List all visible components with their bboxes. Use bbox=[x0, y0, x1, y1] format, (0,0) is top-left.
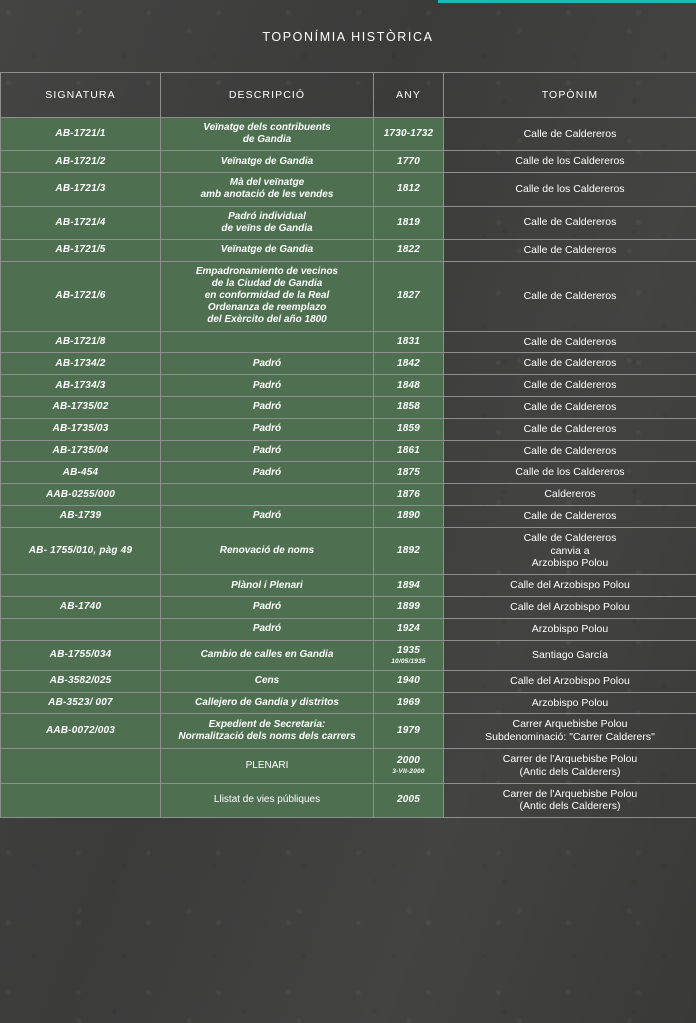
cell-any: 2005 bbox=[374, 783, 444, 818]
cell-signatura: AB- 1755/010, pàg 49 bbox=[1, 527, 161, 574]
table-body bbox=[1, 118, 696, 818]
cell-toponim: Carrer de l'Arquebisbe Polou (Antic dels Calderers) bbox=[444, 748, 696, 783]
cell-descripcio: Veïnatge dels contribuents de Gandia bbox=[161, 118, 374, 151]
cell-any: 1876 bbox=[374, 484, 444, 506]
cell-any: 1979 bbox=[374, 714, 444, 749]
cell-signatura: AB-1721/2 bbox=[1, 151, 161, 173]
cell-toponim: Calle de Caldereros bbox=[444, 375, 696, 397]
cell-signatura: AB-1735/04 bbox=[1, 440, 161, 462]
table-row bbox=[1, 597, 696, 619]
cell-descripcio: Veïnatge de Gandia bbox=[161, 151, 374, 173]
cell-any: 1819 bbox=[374, 206, 444, 239]
cell-descripcio: Cens bbox=[161, 670, 374, 692]
cell-any: 1892 bbox=[374, 527, 444, 574]
table-row bbox=[1, 748, 696, 783]
cell-toponim: Carrer Arquebisbe Polou Subdenominació: "Carrer Calderers" bbox=[444, 714, 696, 749]
table-row bbox=[1, 173, 696, 206]
page-title: TOPONÍMIA HISTÒRICA bbox=[262, 30, 434, 44]
cell-toponim: Arzobispo Polou bbox=[444, 618, 696, 640]
cell-any: 1890 bbox=[374, 506, 444, 528]
cell-signatura bbox=[1, 748, 161, 783]
cell-toponim: Arzobispo Polou bbox=[444, 692, 696, 714]
table-row bbox=[1, 506, 696, 528]
cell-toponim: Calle de Caldereros bbox=[444, 206, 696, 239]
table-row bbox=[1, 353, 696, 375]
table-row bbox=[1, 670, 696, 692]
cell-signatura: AB-454 bbox=[1, 462, 161, 484]
cell-toponim: Calle de Caldereros bbox=[444, 440, 696, 462]
cell-any: 1969 bbox=[374, 692, 444, 714]
cell-descripcio: Padró bbox=[161, 506, 374, 528]
cell-descripcio: Llistat de vies públiques bbox=[161, 783, 374, 818]
cell-descripcio: Expedient de Secretaria: Normalització dels noms dels carrers bbox=[161, 714, 374, 749]
table-row bbox=[1, 714, 696, 749]
cell-any: 1859 bbox=[374, 418, 444, 440]
accent-strip bbox=[438, 0, 696, 3]
cell-descripcio: Padró bbox=[161, 462, 374, 484]
cell-toponim: Calle de Caldereros bbox=[444, 418, 696, 440]
table-row bbox=[1, 440, 696, 462]
cell-descripcio: Padró bbox=[161, 397, 374, 419]
cell-signatura: AB-3523/ 007 bbox=[1, 692, 161, 714]
cell-signatura: AB-1721/4 bbox=[1, 206, 161, 239]
cell-descripcio: Padró bbox=[161, 418, 374, 440]
cell-toponim: Calle de Caldereros bbox=[444, 331, 696, 353]
table-row bbox=[1, 692, 696, 714]
table-row bbox=[1, 118, 696, 151]
cell-descripcio bbox=[161, 331, 374, 353]
cell-any: 1894 bbox=[374, 575, 444, 597]
cell-descripcio bbox=[161, 484, 374, 506]
table-header bbox=[1, 73, 696, 118]
cell-toponim: Calle de Caldereros bbox=[444, 397, 696, 419]
cell-signatura: AB-1735/02 bbox=[1, 397, 161, 419]
cell-descripcio: Cambio de calles en Gandia bbox=[161, 640, 374, 670]
table-row bbox=[1, 640, 696, 670]
toponimia-table bbox=[0, 72, 696, 818]
cell-signatura bbox=[1, 575, 161, 597]
cell-any: 1861 bbox=[374, 440, 444, 462]
cell-toponim: Calle de los Caldereros bbox=[444, 462, 696, 484]
cell-toponim: Calle del Arzobispo Polou bbox=[444, 575, 696, 597]
cell-signatura: AB-1721/8 bbox=[1, 331, 161, 353]
cell-descripcio: Empadronamiento de vecinos de la Ciudad de Gandia en conformidad de la Real Ordenanza de reemplazo del Exèrcito del año 1800 bbox=[161, 261, 374, 331]
cell-descripcio: Callejero de Gandia y distritos bbox=[161, 692, 374, 714]
cell-descripcio: Mà del veïnatge amb anotació de les vendes bbox=[161, 173, 374, 206]
cell-any: 1875 bbox=[374, 462, 444, 484]
cell-signatura: AB-3582/025 bbox=[1, 670, 161, 692]
cell-descripcio: Padró bbox=[161, 440, 374, 462]
cell-descripcio: PLENARI bbox=[161, 748, 374, 783]
cell-toponim: Calle de Caldereros bbox=[444, 239, 696, 261]
table-row bbox=[1, 397, 696, 419]
table-row bbox=[1, 418, 696, 440]
cell-toponim: Calle de Caldereros canvia a Arzobispo Polou bbox=[444, 527, 696, 574]
table-row bbox=[1, 783, 696, 818]
cell-descripcio: Padró bbox=[161, 375, 374, 397]
cell-toponim: Calle de Caldereros bbox=[444, 261, 696, 331]
table-row bbox=[1, 239, 696, 261]
cell-descripcio: Padró bbox=[161, 618, 374, 640]
cell-any: 1848 bbox=[374, 375, 444, 397]
cell-toponim: Santiago García bbox=[444, 640, 696, 670]
table-row bbox=[1, 527, 696, 574]
cell-descripcio: Padró bbox=[161, 597, 374, 619]
column-header-any: ANY bbox=[374, 73, 444, 118]
cell-toponim: Calle del Arzobispo Polou bbox=[444, 597, 696, 619]
cell-any: 1842 bbox=[374, 353, 444, 375]
table-row bbox=[1, 462, 696, 484]
cell-any: 1770 bbox=[374, 151, 444, 173]
cell-any: 1899 bbox=[374, 597, 444, 619]
cell-signatura: AB-1721/3 bbox=[1, 173, 161, 206]
table-row bbox=[1, 206, 696, 239]
cell-any: 1822 bbox=[374, 239, 444, 261]
cell-any: 1730-1732 bbox=[374, 118, 444, 151]
table-row bbox=[1, 331, 696, 353]
cell-signatura bbox=[1, 783, 161, 818]
cell-signatura: AB-1721/6 bbox=[1, 261, 161, 331]
column-header-toponim: TOPÒNIM bbox=[444, 73, 696, 118]
cell-any: 1940 bbox=[374, 670, 444, 692]
cell-toponim: Carrer de l'Arquebisbe Polou (Antic dels Calderers) bbox=[444, 783, 696, 818]
cell-any: 1827 bbox=[374, 261, 444, 331]
table-row bbox=[1, 375, 696, 397]
cell-descripcio: Veïnatge de Gandia bbox=[161, 239, 374, 261]
cell-signatura: AB-1740 bbox=[1, 597, 161, 619]
cell-toponim: Calle de los Caldereros bbox=[444, 151, 696, 173]
cell-any: 1812 bbox=[374, 173, 444, 206]
cell-signatura: AAB-0255/000 bbox=[1, 484, 161, 506]
cell-toponim: Calle del Arzobispo Polou bbox=[444, 670, 696, 692]
table-row bbox=[1, 618, 696, 640]
table-row bbox=[1, 484, 696, 506]
cell-signatura: AB-1739 bbox=[1, 506, 161, 528]
cell-toponim: Calle de los Caldereros bbox=[444, 173, 696, 206]
table-row bbox=[1, 261, 696, 331]
cell-toponim: Calle de Caldereros bbox=[444, 353, 696, 375]
cell-signatura bbox=[1, 618, 161, 640]
cell-descripcio: Plànol i Plenari bbox=[161, 575, 374, 597]
cell-toponim: Caldereros bbox=[444, 484, 696, 506]
column-header-signatura: SIGNATURA bbox=[1, 73, 161, 118]
cell-toponim: Calle de Caldereros bbox=[444, 506, 696, 528]
cell-signatura: AB-1755/034 bbox=[1, 640, 161, 670]
table-row bbox=[1, 575, 696, 597]
cell-toponim: Calle de Caldereros bbox=[444, 118, 696, 151]
cell-any: 1935 10/05/1935 bbox=[374, 640, 444, 670]
cell-any: 2000 3-VII-2000 bbox=[374, 748, 444, 783]
cell-signatura: AB-1734/3 bbox=[1, 375, 161, 397]
cell-descripcio: Padró individual de veïns de Gandia bbox=[161, 206, 374, 239]
cell-any: 1831 bbox=[374, 331, 444, 353]
column-header-descripcio: DESCRIPCIÓ bbox=[161, 73, 374, 118]
cell-signatura: AB-1721/1 bbox=[1, 118, 161, 151]
cell-descripcio: Padró bbox=[161, 353, 374, 375]
header-row bbox=[1, 73, 696, 118]
cell-signatura: AAB-0072/003 bbox=[1, 714, 161, 749]
cell-signatura: AB-1735/03 bbox=[1, 418, 161, 440]
cell-signatura: AB-1721/5 bbox=[1, 239, 161, 261]
cell-signatura: AB-1734/2 bbox=[1, 353, 161, 375]
cell-any: 1858 bbox=[374, 397, 444, 419]
cell-descripcio: Renovació de noms bbox=[161, 527, 374, 574]
table-row bbox=[1, 151, 696, 173]
cell-any: 1924 bbox=[374, 618, 444, 640]
